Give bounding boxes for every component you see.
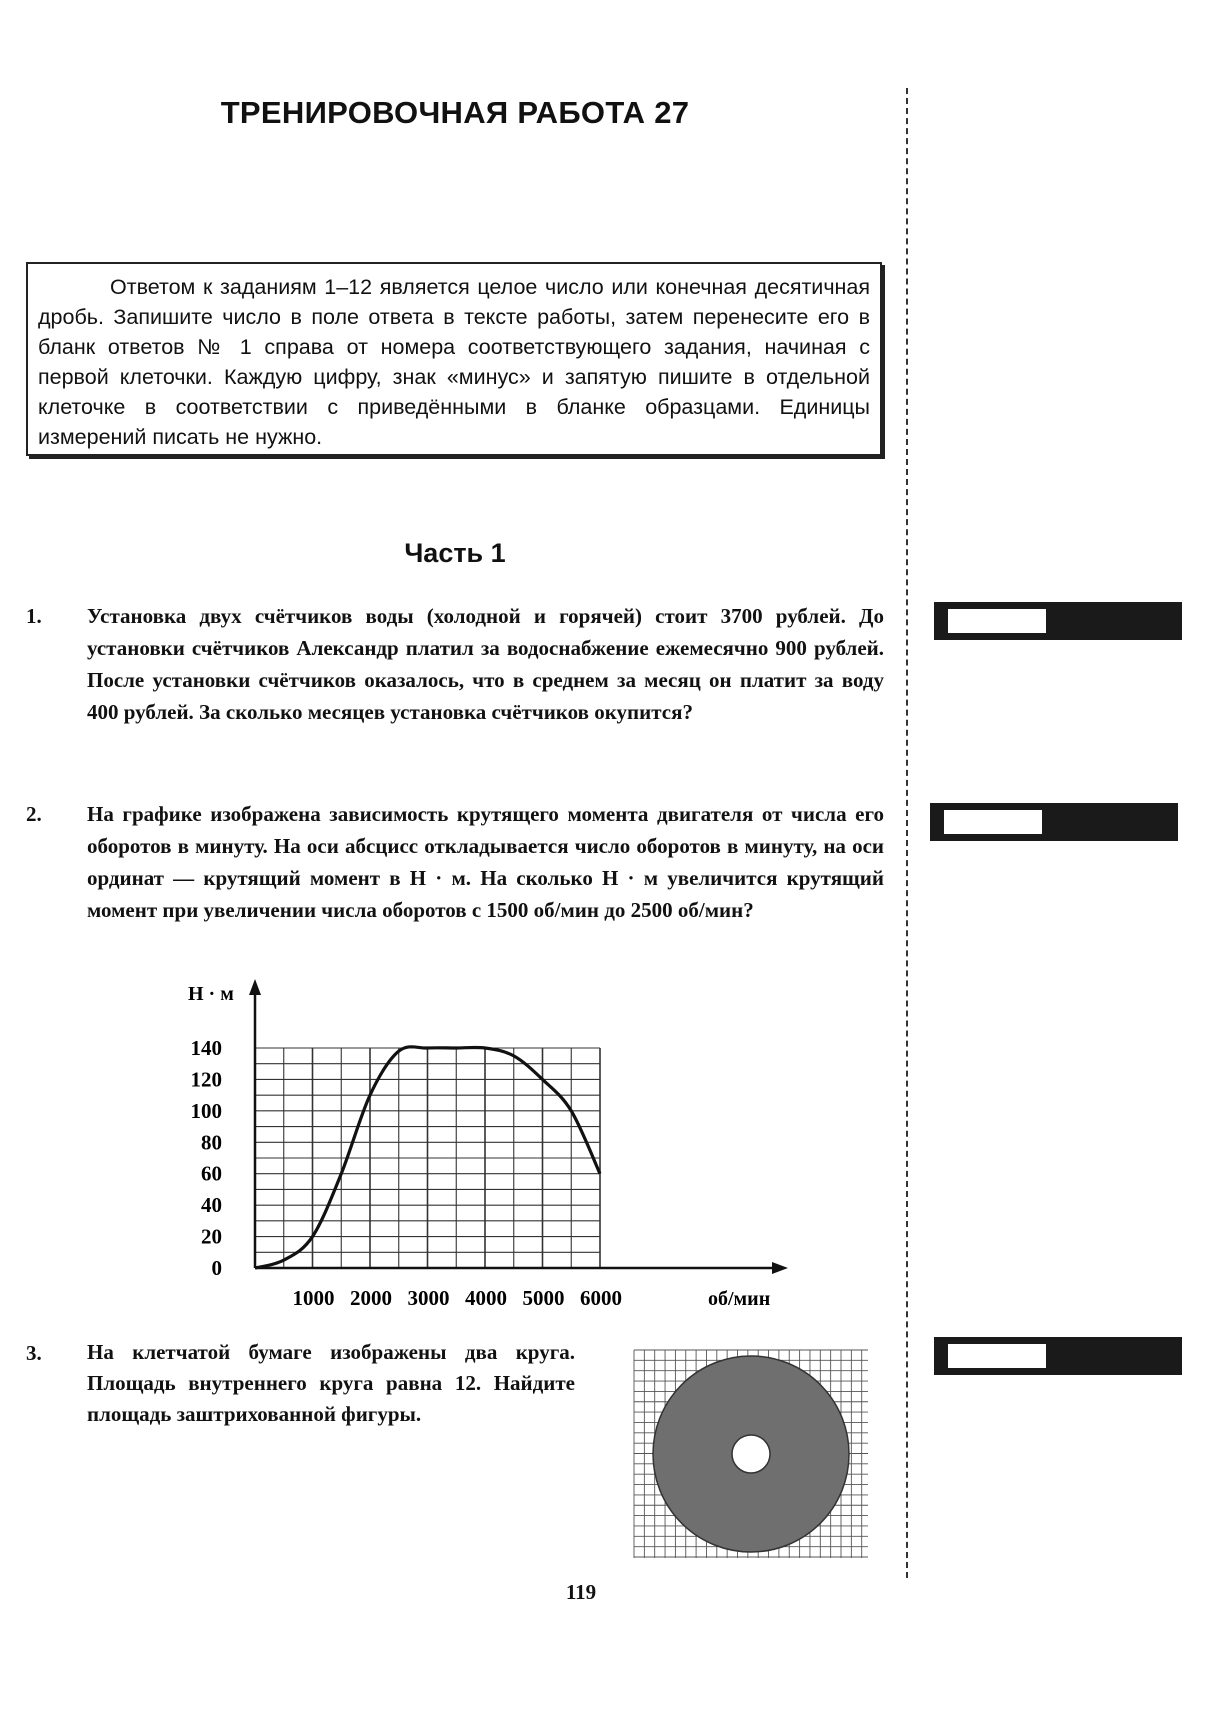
task-2-number: 2. <box>26 802 42 826</box>
y-axis-label: Н · м <box>188 983 234 1005</box>
answer-box-3[interactable] <box>934 1337 1182 1375</box>
y-axis-arrow <box>249 979 261 995</box>
part-title: Часть 1 <box>404 538 506 568</box>
circles-figure <box>632 1348 870 1560</box>
x-tick-label: 1000 <box>292 1286 335 1310</box>
y-tick-label: 80 <box>201 1130 222 1155</box>
torque-chart <box>170 975 810 1330</box>
x-tick-label: 3000 <box>407 1286 450 1310</box>
instructions-box: Ответом к заданиям 1–12 является целое число или конечная десятичная дробь. Запишите число в поле ответа в тексте работы, затем перенесите его в бланк ответов № 1 справа от номера соответствующего задания, начиная с первой клеточки. Каждую цифру, знак «минус» и запятую пишите в отдельной клеточке в соответствии с приведёнными в бланке образцами. Единицы измерений писать не нужно. <box>26 262 882 456</box>
x-axis-label: об/мин <box>708 1288 771 1310</box>
task-1-number: 1. <box>26 604 42 628</box>
task-3-text: На клетчатой бумаге изображены два круга. Площадь внутреннего круга равна 12. Найдите площадь заштрихованной фигуры. <box>87 1340 575 1426</box>
task-2-text: На графике изображена зависимость крутящего момента двигателя от числа его оборотов в минуту. На оси абсцисс откладывается число оборотов в минуту, на оси ординат — крутящий момент в Н · м. На сколько Н · м увеличится крутящий момент при увеличении числа оборотов с 1500 об/мин до 2500 об/мин? <box>87 802 884 922</box>
page-title: ТРЕНИРОВОЧНАЯ РАБОТА 27 <box>220 95 690 130</box>
y-tick-label: 140 <box>190 1036 222 1060</box>
x-tick-label: 6000 <box>580 1286 622 1310</box>
answer-cell[interactable] <box>944 810 1042 834</box>
answer-cell[interactable] <box>948 1344 1046 1368</box>
y-tick-label: 0 <box>211 1256 222 1280</box>
fold-line <box>906 88 908 1578</box>
y-tick-label: 60 <box>201 1161 222 1186</box>
x-tick-label: 5000 <box>522 1286 565 1310</box>
answer-cell[interactable] <box>948 609 1046 633</box>
y-tick-label: 20 <box>201 1224 222 1249</box>
inner-circle <box>732 1435 770 1473</box>
x-tick-label: 4000 <box>465 1286 507 1310</box>
answer-box-1[interactable] <box>934 602 1182 640</box>
chart-grid <box>255 1048 600 1268</box>
y-tick-label: 100 <box>190 1098 222 1123</box>
answer-box-2[interactable] <box>930 803 1178 841</box>
x-axis-arrow <box>772 1262 788 1274</box>
task-1-text: Установка двух счётчиков воды (холодной и горячей) стоит 3700 рублей. До установки счётчиков Александр платил за водоснабжение ежемесячно 900 рублей. После установки счётчиков оказалось, что в среднем за месяц он платит за воду 400 рублей. За сколько месяцев установка счётчиков окупится? <box>87 604 884 724</box>
task-3-number: 3. <box>26 1341 42 1365</box>
x-tick-label: 2000 <box>350 1286 392 1310</box>
page-number: 119 <box>565 1580 597 1604</box>
y-tick-label: 40 <box>201 1193 222 1218</box>
y-tick-label: 120 <box>190 1067 222 1092</box>
